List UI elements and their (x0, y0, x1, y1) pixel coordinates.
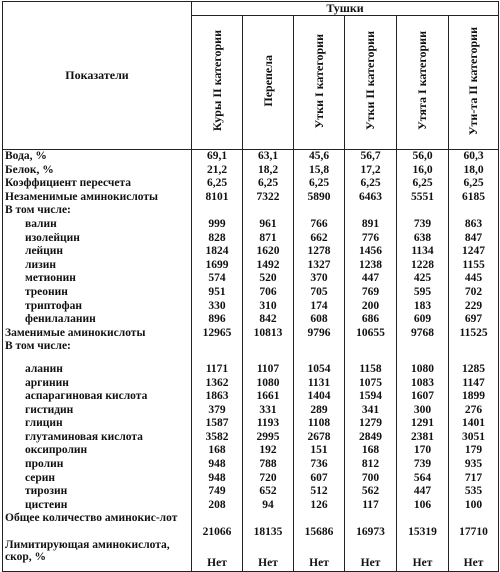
value-cell: 951 (192, 286, 243, 300)
value-cell: 5890 (294, 191, 345, 205)
value-cell: 686 (345, 313, 397, 327)
table-row (3, 300, 499, 314)
value-cell: Нет (192, 539, 243, 572)
table-row (3, 313, 499, 327)
value-cell: 662 (294, 232, 345, 246)
value-cell: 608 (294, 313, 345, 327)
row-label: Вода, % (3, 150, 192, 164)
value-cell: 1107 (243, 363, 294, 377)
value-cell: 739 (397, 458, 449, 472)
value-cell (345, 340, 397, 354)
value-cell: 609 (397, 313, 449, 327)
value-cell: 310 (243, 300, 294, 314)
row-label: Незаменимые аминокислоты (3, 191, 192, 205)
value-cell: 2678 (294, 431, 345, 445)
value-cell: 1620 (243, 245, 294, 259)
row-label: тирозин (3, 485, 192, 499)
row-label: пролин (3, 458, 192, 472)
value-cell: 7322 (243, 191, 294, 205)
column-header-hens-2 (192, 16, 243, 150)
value-cell: 208 (192, 499, 243, 513)
value-cell: 151 (294, 444, 345, 458)
carcass-group-header: Тушки (192, 2, 499, 16)
value-cell: Нет (243, 539, 294, 572)
value-cell: 447 (345, 272, 397, 286)
value-cell: 63,1 (243, 150, 294, 164)
value-cell: 18135 (243, 512, 294, 539)
value-cell: 812 (345, 458, 397, 472)
value-cell: 3582 (192, 431, 243, 445)
value-cell: 700 (345, 472, 397, 486)
value-cell: 702 (449, 286, 499, 300)
value-cell: 512 (294, 485, 345, 499)
table-row (3, 539, 499, 572)
table-row (3, 150, 499, 164)
table-body (3, 150, 499, 572)
value-cell: Нет (397, 539, 449, 572)
value-cell: 1108 (294, 417, 345, 431)
value-cell: 1155 (449, 259, 499, 273)
value-cell: 706 (243, 286, 294, 300)
value-cell: 896 (192, 313, 243, 327)
table-row (3, 259, 499, 273)
row-label: В том числе: (3, 204, 192, 218)
value-cell: 736 (294, 458, 345, 472)
column-header-ducklings-1 (397, 16, 449, 150)
column-header-ducks-1 (294, 16, 345, 150)
value-cell: 15,8 (294, 164, 345, 178)
spacer-cell (294, 354, 345, 363)
value-cell: 229 (449, 300, 499, 314)
row-label: метионин (3, 272, 192, 286)
value-cell: 126 (294, 499, 345, 513)
value-cell: 1492 (243, 259, 294, 273)
value-cell: 1594 (345, 390, 397, 404)
row-label: Белок, % (3, 164, 192, 178)
value-cell: 100 (449, 499, 499, 513)
value-cell: 183 (397, 300, 449, 314)
value-cell: 1083 (397, 377, 449, 391)
value-cell: 948 (192, 458, 243, 472)
value-cell: 1247 (449, 245, 499, 259)
row-label: аргинин (3, 377, 192, 391)
value-cell: 2849 (345, 431, 397, 445)
value-cell (449, 204, 499, 218)
row-label: Общее количество аминокис-лот (3, 512, 192, 539)
row-label: триптофан (3, 300, 192, 314)
column-header-label: Утята I категории (415, 31, 429, 131)
value-cell: 15686 (294, 512, 345, 539)
row-label: серин (3, 472, 192, 486)
value-cell: 445 (449, 272, 499, 286)
value-cell (294, 340, 345, 354)
value-cell: 276 (449, 404, 499, 418)
row-label: цистеин (3, 499, 192, 513)
value-cell: 1699 (192, 259, 243, 273)
column-header-ducklings-2 (449, 16, 499, 150)
table-row (3, 485, 499, 499)
value-cell: 447 (397, 485, 449, 499)
column-header-label: Куры II категории (209, 30, 224, 132)
table-row (3, 377, 499, 391)
value-cell (243, 204, 294, 218)
spacer-cell (3, 354, 192, 363)
value-cell: 11525 (449, 327, 499, 341)
value-cell: 106 (397, 499, 449, 513)
value-cell: 379 (192, 404, 243, 418)
value-cell: 1661 (243, 390, 294, 404)
value-cell (397, 204, 449, 218)
value-cell: 1080 (243, 377, 294, 391)
value-cell: 1401 (449, 417, 499, 431)
value-cell: 117 (345, 499, 397, 513)
value-cell: 948 (192, 472, 243, 486)
value-cell: 170 (397, 444, 449, 458)
column-header-quails (243, 16, 294, 150)
value-cell: 15319 (397, 512, 449, 539)
value-cell: 535 (449, 485, 499, 499)
value-cell: 1193 (243, 417, 294, 431)
table-row (3, 272, 499, 286)
row-label: лизин (3, 259, 192, 273)
value-cell: 1404 (294, 390, 345, 404)
value-cell: 520 (243, 272, 294, 286)
table-row (3, 417, 499, 431)
value-cell: 1362 (192, 377, 243, 391)
value-cell: 16973 (345, 512, 397, 539)
value-cell: 179 (449, 444, 499, 458)
value-cell: 871 (243, 232, 294, 246)
value-cell: 1054 (294, 363, 345, 377)
value-cell: 21,2 (192, 164, 243, 178)
value-cell: 935 (449, 458, 499, 472)
row-label: глутаминовая кислота (3, 431, 192, 445)
table-row (3, 327, 499, 341)
value-cell: 56,0 (397, 150, 449, 164)
value-cell: 289 (294, 404, 345, 418)
value-cell: 2381 (397, 431, 449, 445)
row-label: аланин (3, 363, 192, 377)
spacer-row (3, 354, 499, 363)
value-cell: 574 (192, 272, 243, 286)
value-cell: 18,2 (243, 164, 294, 178)
value-cell: 6463 (345, 191, 397, 205)
value-cell: 200 (345, 300, 397, 314)
row-label: глицин (3, 417, 192, 431)
row-label: треонин (3, 286, 192, 300)
value-cell: 1863 (192, 390, 243, 404)
value-cell: 1238 (345, 259, 397, 273)
table-row (3, 340, 499, 354)
row-label: гистидин (3, 404, 192, 418)
value-cell: 1456 (345, 245, 397, 259)
table-row (3, 512, 499, 539)
value-cell: 1285 (449, 363, 499, 377)
value-cell: 1899 (449, 390, 499, 404)
value-cell: 891 (345, 218, 397, 232)
spacer-cell (345, 354, 397, 363)
value-cell (192, 340, 243, 354)
value-cell: 6,25 (449, 177, 499, 191)
row-label: В том числе: (3, 340, 192, 354)
spacer-cell (243, 354, 294, 363)
table-row (3, 204, 499, 218)
value-cell: 6,25 (294, 177, 345, 191)
value-cell (294, 204, 345, 218)
row-label: валин (3, 218, 192, 232)
value-cell (397, 340, 449, 354)
value-cell: 9768 (397, 327, 449, 341)
value-cell: 192 (243, 444, 294, 458)
value-cell: 60,3 (449, 150, 499, 164)
value-cell (243, 340, 294, 354)
value-cell: 6,25 (192, 177, 243, 191)
value-cell: 863 (449, 218, 499, 232)
value-cell: 739 (397, 218, 449, 232)
value-cell: 595 (397, 286, 449, 300)
table-row (3, 499, 499, 513)
value-cell: Нет (294, 539, 345, 572)
value-cell: 1278 (294, 245, 345, 259)
table-row (3, 245, 499, 259)
column-header-label: Утки I категории (311, 33, 326, 129)
value-cell: 21066 (192, 512, 243, 539)
table-row (3, 390, 499, 404)
value-cell: 56,7 (345, 150, 397, 164)
value-cell: 776 (345, 232, 397, 246)
value-cell: 1075 (345, 377, 397, 391)
table-row (3, 232, 499, 246)
table-row (3, 404, 499, 418)
value-cell: 10655 (345, 327, 397, 341)
amino-acid-table (2, 1, 499, 572)
row-label: аспарагиновая кислота (3, 390, 192, 404)
value-cell: 720 (243, 472, 294, 486)
value-cell: 12965 (192, 327, 243, 341)
value-cell: 94 (243, 499, 294, 513)
column-header-label: Ути-та II категории (466, 26, 481, 136)
value-cell: 999 (192, 218, 243, 232)
amino-acid-table-container (2, 1, 498, 572)
value-cell: 769 (345, 286, 397, 300)
value-cell: 69,1 (192, 150, 243, 164)
value-cell: 174 (294, 300, 345, 314)
value-cell: 1587 (192, 417, 243, 431)
table-row (3, 472, 499, 486)
value-cell: 1279 (345, 417, 397, 431)
row-label: фенилаланин (3, 313, 192, 327)
value-cell: 1158 (345, 363, 397, 377)
value-cell: 842 (243, 313, 294, 327)
value-cell: 1131 (294, 377, 345, 391)
value-cell: 1824 (192, 245, 243, 259)
value-cell: 717 (449, 472, 499, 486)
value-cell: 45,6 (294, 150, 345, 164)
value-cell: 425 (397, 272, 449, 286)
column-header-label: Утки II категории (363, 31, 377, 131)
value-cell: 330 (192, 300, 243, 314)
value-cell: 18,0 (449, 164, 499, 178)
table-row (3, 458, 499, 472)
value-cell: 562 (345, 485, 397, 499)
row-label: Коэффициент пересчета (3, 177, 192, 191)
value-cell: 697 (449, 313, 499, 327)
value-cell: 766 (294, 218, 345, 232)
value-cell: 1228 (397, 259, 449, 273)
value-cell: 6,25 (397, 177, 449, 191)
table-row (3, 363, 499, 377)
value-cell: 10813 (243, 327, 294, 341)
value-cell: 168 (345, 444, 397, 458)
value-cell: 6,25 (345, 177, 397, 191)
indicator-column-header: Показатели (3, 2, 192, 150)
value-cell: 370 (294, 272, 345, 286)
column-header-label: Перепела (260, 55, 275, 107)
row-label: лейцин (3, 245, 192, 259)
value-cell: 1171 (192, 363, 243, 377)
value-cell: 8101 (192, 191, 243, 205)
table-row (3, 177, 499, 191)
spacer-cell (449, 354, 499, 363)
value-cell: 6185 (449, 191, 499, 205)
value-cell: 638 (397, 232, 449, 246)
value-cell: 847 (449, 232, 499, 246)
table-row (3, 431, 499, 445)
value-cell: 828 (192, 232, 243, 246)
value-cell: 1607 (397, 390, 449, 404)
value-cell: 1147 (449, 377, 499, 391)
value-cell: 168 (192, 444, 243, 458)
value-cell: 300 (397, 404, 449, 418)
value-cell: 17710 (449, 512, 499, 539)
row-label: Лимитирующая аминокислота, скор, % (3, 539, 192, 572)
value-cell: 607 (294, 472, 345, 486)
value-cell: 1134 (397, 245, 449, 259)
table-row (3, 218, 499, 232)
table-row (3, 191, 499, 205)
column-header-ducks-2 (345, 16, 397, 150)
table-row (3, 444, 499, 458)
table-row (3, 286, 499, 300)
value-cell: 705 (294, 286, 345, 300)
value-cell: 17,2 (345, 164, 397, 178)
value-cell: 341 (345, 404, 397, 418)
value-cell: 1080 (397, 363, 449, 377)
value-cell: 1291 (397, 417, 449, 431)
row-label: изолейцин (3, 232, 192, 246)
row-label: Заменимые аминокислоты (3, 327, 192, 341)
value-cell: 16,0 (397, 164, 449, 178)
value-cell: Нет (449, 539, 499, 572)
value-cell: 3051 (449, 431, 499, 445)
table-row (3, 164, 499, 178)
spacer-cell (397, 354, 449, 363)
value-cell: 788 (243, 458, 294, 472)
value-cell: 9796 (294, 327, 345, 341)
value-cell: 331 (243, 404, 294, 418)
value-cell: 5551 (397, 191, 449, 205)
value-cell (345, 204, 397, 218)
value-cell (192, 204, 243, 218)
value-cell: 961 (243, 218, 294, 232)
spacer-cell (192, 354, 243, 363)
value-cell: 2995 (243, 431, 294, 445)
value-cell: Нет (345, 539, 397, 572)
row-label: оксипролин (3, 444, 192, 458)
value-cell: 1327 (294, 259, 345, 273)
value-cell (449, 340, 499, 354)
value-cell: 564 (397, 472, 449, 486)
value-cell: 749 (192, 485, 243, 499)
value-cell: 6,25 (243, 177, 294, 191)
value-cell: 652 (243, 485, 294, 499)
